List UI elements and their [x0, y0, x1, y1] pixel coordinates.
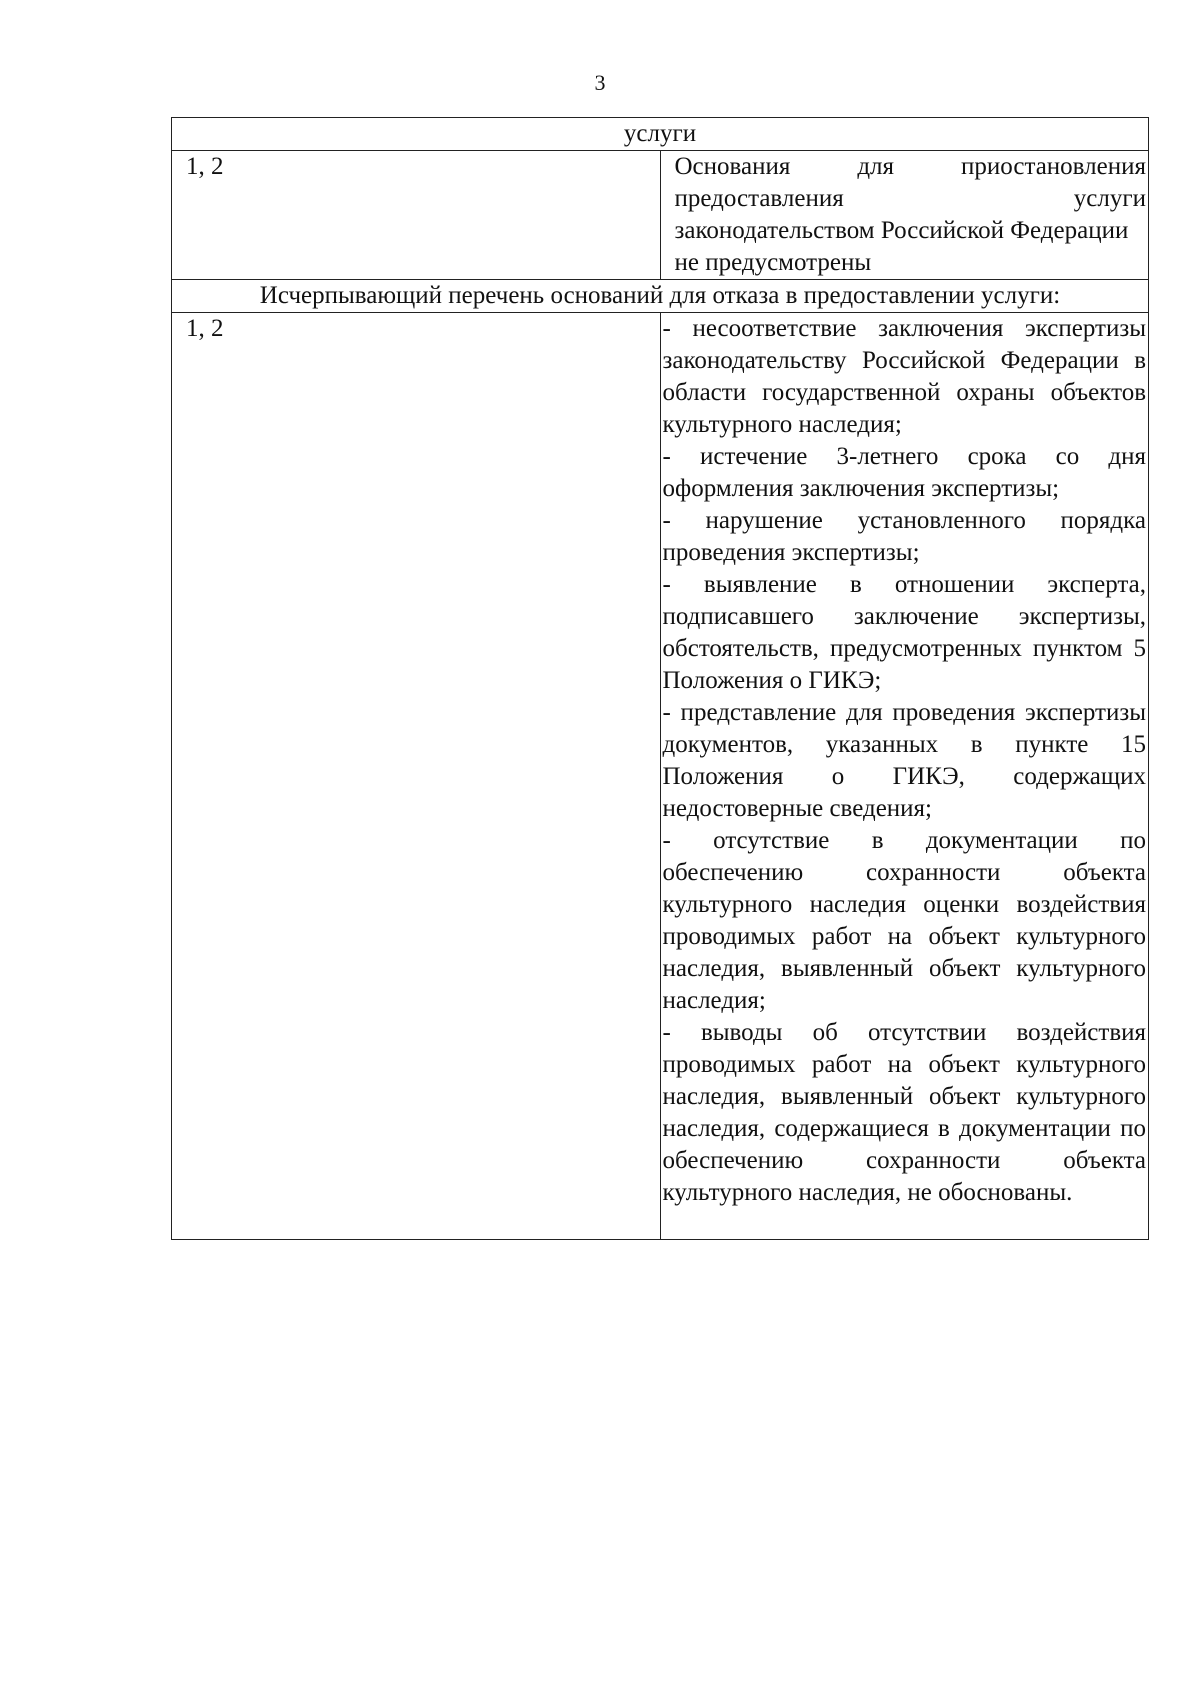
table-row — [172, 151, 1149, 280]
row-continuation-text: услуги — [623, 120, 697, 147]
refusal-grounds-cell — [660, 313, 1149, 1240]
page-number: 3 — [594, 70, 606, 95]
refusal-heading: Исчерпывающий перечень оснований для отказа в предоставлении услуги: — [259, 282, 1061, 309]
refusal-item: - представление для проведения экспертизы документов, указанных в пункте 15 Положения о ГИКЭ, содержащих недостоверные сведения; — [662, 699, 1146, 822]
row-continuation-cell — [172, 118, 1149, 151]
table-row — [172, 280, 1149, 313]
table-row — [172, 313, 1149, 1240]
refusal-item: - истечение 3-летнего срока со дня оформления заключения экспертизы; — [662, 443, 1146, 502]
row-number-cell — [172, 313, 661, 1240]
refusal-item: - отсутствие в документации по обеспечению сохранности объекта культурного наследия оценки воздействия проводимых работ на объект культурного наследия, выявленный объект культурного наследия; — [662, 827, 1146, 1014]
suspension-grounds-cell — [660, 151, 1149, 280]
cell-bottom-spacer — [663, 1209, 1147, 1239]
grounds-table — [171, 117, 1149, 1240]
refusal-item: - нарушение установленного порядка проведения экспертизы; — [662, 507, 1146, 566]
suspension-line-1: Основания для приостановления предоставления услуги — [674, 153, 1146, 212]
refusal-item: - выявление в отношении эксперта, подписавшего заключение экспертизы, обстоятельств, предусмотренных пунктом 5 Положения о ГИКЭ; — [662, 571, 1146, 694]
refusal-heading-cell — [172, 280, 1149, 313]
suspension-line-2: законодательством Российской Федерации не предусмотрены — [674, 217, 1129, 276]
row-number-cell — [172, 151, 661, 280]
table-row — [172, 118, 1149, 151]
row-number: 1, 2 — [186, 153, 224, 180]
refusal-item: - выводы об отсутствии воздействия проводимых работ на объект культурного наследия, выявленный объект культурного наследия, содержащиеся в документации по обеспечению сохранности объекта культурного наследия, не обоснованы. — [662, 1019, 1146, 1206]
row-number: 1, 2 — [186, 315, 224, 342]
refusal-item: - несоответствие заключения экспертизы законодательству Российской Федерации в области государственной охраны объектов культурного наследия; — [662, 315, 1146, 438]
